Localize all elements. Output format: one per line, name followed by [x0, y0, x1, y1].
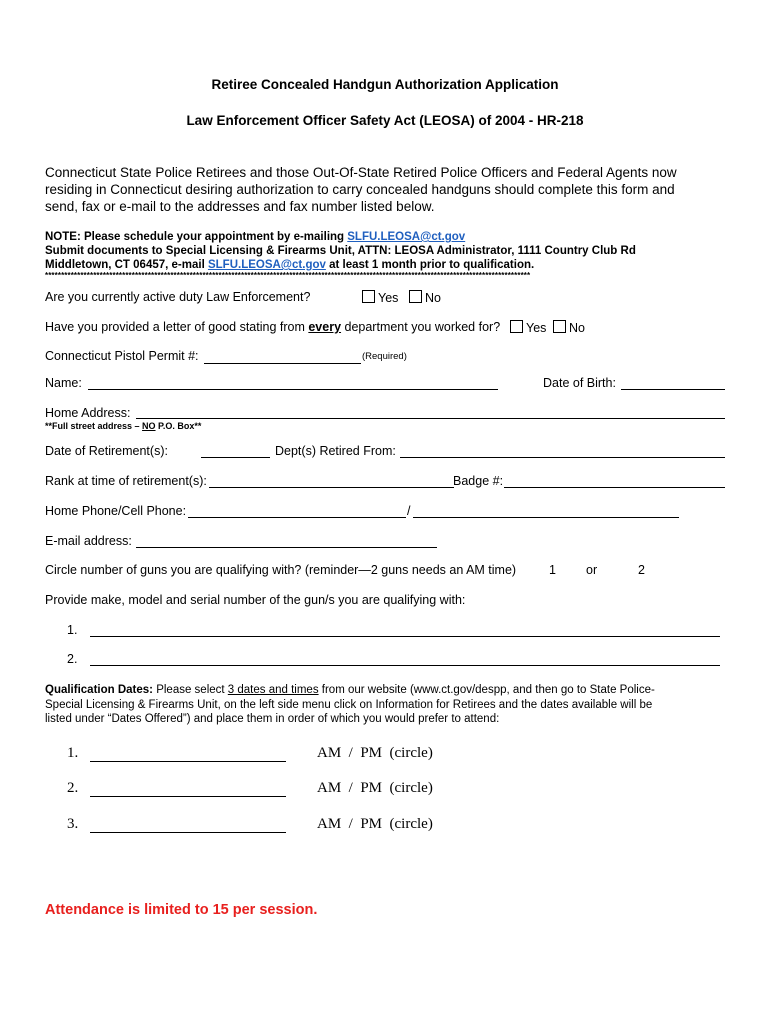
email-label: E-mail address: — [45, 534, 132, 548]
home-address-field[interactable] — [136, 418, 725, 419]
active-duty-yes[interactable] — [362, 290, 398, 305]
form-title: Retiree Concealed Handgun Authorization Application — [211, 77, 559, 92]
qualification-emphasis: 3 dates and times — [227, 684, 319, 696]
intro-paragraph — [45, 164, 677, 215]
intro-line-2: residing in Connecticut desiring authorization to carry concealed handguns should complete this form and — [45, 182, 675, 197]
checkbox-icon[interactable] — [510, 320, 523, 333]
guns-option-1[interactable]: 1 — [549, 563, 556, 577]
checkbox-label: Yes — [378, 291, 399, 305]
letter-question — [45, 320, 500, 334]
note-text: at least 1 month prior to qualification. — [325, 259, 535, 271]
pistol-permit-field[interactable] — [204, 363, 361, 364]
active-duty-no[interactable] — [409, 290, 441, 305]
address-note-text: **Full street address – — [45, 421, 143, 431]
checkbox-label: No — [569, 321, 585, 335]
checkbox-label: No — [425, 291, 441, 305]
form-subtitle: Law Enforcement Officer Safety Act (LEOSA) of 2004 - HR-218 — [186, 113, 584, 128]
badge-field[interactable] — [504, 487, 725, 488]
retirement-date-label: Date of Retirement(s): — [45, 444, 168, 458]
guns-or: or — [586, 563, 598, 577]
phone-label: Home Phone/Cell Phone: — [45, 504, 187, 518]
retirement-date-field[interactable] — [201, 457, 270, 458]
pistol-permit-required: (Required) — [362, 351, 407, 362]
active-duty-question: Are you currently active duty Law Enforcement? — [45, 290, 311, 304]
qualification-text: Please select — [153, 684, 228, 696]
note-block — [45, 230, 636, 272]
depts-field[interactable] — [400, 457, 725, 458]
qualification-line-2: Special Licensing & Firearms Unit, on the left side menu click on Information for Retirees and the dates available will be — [45, 698, 653, 711]
guns-option-2[interactable]: 2 — [638, 563, 645, 577]
address-note-text: P.O. Box** — [155, 421, 202, 431]
intro-line-3: send, fax or e-mail to the addresses and fax number listed below. — [45, 199, 435, 214]
qualification-line-3: listed under “Dates Offered”) and place them in order of which you would prefer to attend: — [45, 713, 500, 725]
qualification-line-1 — [45, 683, 655, 698]
date-choice-1-field[interactable] — [90, 761, 286, 762]
gun-info-label: Provide make, model and serial number of the gun/s you are qualifying with: — [45, 593, 466, 607]
checkbox-icon[interactable] — [362, 290, 375, 303]
name-label: Name: — [45, 376, 82, 390]
date-choice-2-ampm[interactable]: AM / PM (circle) — [317, 780, 433, 796]
depts-label: Dept(s) Retired From: — [275, 444, 396, 458]
rank-label: Rank at time of retirement(s): — [45, 474, 207, 488]
email-link-2[interactable]: SLFU.LEOSA@ct.gov — [207, 259, 326, 271]
gun-item-2-number: 2. — [67, 652, 78, 666]
attendance-notice: Attendance is limited to 15 per session. — [45, 902, 318, 918]
date-choice-3-field[interactable] — [90, 832, 286, 833]
gun-item-2-field[interactable] — [90, 665, 720, 666]
note-line-1 — [45, 230, 636, 244]
cell-phone-field[interactable] — [413, 517, 679, 518]
note-line-2: Submit documents to Special Licensing & Firearms Unit, ATTN: LEOSA Administrator, 1111 Country Club Rd — [45, 245, 636, 257]
separator-stars: ******************************************************************************************************************************************************* — [45, 271, 531, 280]
date-choice-3-ampm[interactable]: AM / PM (circle) — [317, 816, 433, 832]
letter-yes[interactable] — [510, 320, 546, 335]
dob-label: Date of Birth: — [543, 376, 616, 390]
checkbox-icon[interactable] — [409, 290, 422, 303]
qualification-paragraph — [45, 683, 655, 727]
checkbox-label: Yes — [526, 321, 547, 335]
note-text: Middletown, CT 06457, e-mail — [45, 259, 208, 271]
date-choice-2-field[interactable] — [90, 796, 286, 797]
dob-field[interactable] — [621, 389, 725, 390]
guns-question: Circle number of guns you are qualifying with? (reminder—2 guns needs an AM time) — [45, 563, 517, 577]
question-text: Have you provided a letter of good stating from — [45, 320, 309, 334]
address-note-emphasis: NO — [142, 421, 156, 431]
email-link-1[interactable]: SLFU.LEOSA@ct.gov — [347, 231, 466, 243]
badge-label: Badge #: — [453, 474, 504, 488]
question-text: department you worked for? — [341, 320, 501, 334]
phone-separator: / — [407, 504, 411, 518]
checkbox-icon[interactable] — [553, 320, 566, 333]
question-emphasis: every — [308, 320, 342, 334]
qualification-text: from our website (www.ct.gov/despp, and then go to State Police- — [318, 684, 655, 696]
gun-item-1-number: 1. — [67, 623, 78, 637]
gun-item-1-field[interactable] — [90, 636, 720, 637]
letter-no[interactable] — [553, 320, 585, 335]
pistol-permit-label: Connecticut Pistol Permit #: — [45, 349, 199, 363]
date-choice-1-ampm[interactable]: AM / PM (circle) — [317, 745, 433, 761]
date-choice-1-number: 1. — [67, 745, 79, 761]
date-choice-3-number: 3. — [67, 816, 79, 832]
email-field[interactable] — [136, 547, 437, 548]
rank-field[interactable] — [209, 487, 454, 488]
note-line-3 — [45, 258, 636, 272]
address-note — [45, 421, 201, 431]
intro-line-1: Connecticut State Police Retirees and those Out-Of-State Retired Police Officers and Federal Agents now — [45, 165, 677, 180]
name-field[interactable] — [88, 389, 498, 390]
home-phone-field[interactable] — [188, 517, 406, 518]
qualification-heading: Qualification Dates: — [45, 684, 153, 696]
note-text: NOTE: Please schedule your appointment by e-mailing — [45, 231, 348, 243]
home-address-label: Home Address: — [45, 406, 131, 420]
date-choice-2-number: 2. — [67, 780, 79, 796]
